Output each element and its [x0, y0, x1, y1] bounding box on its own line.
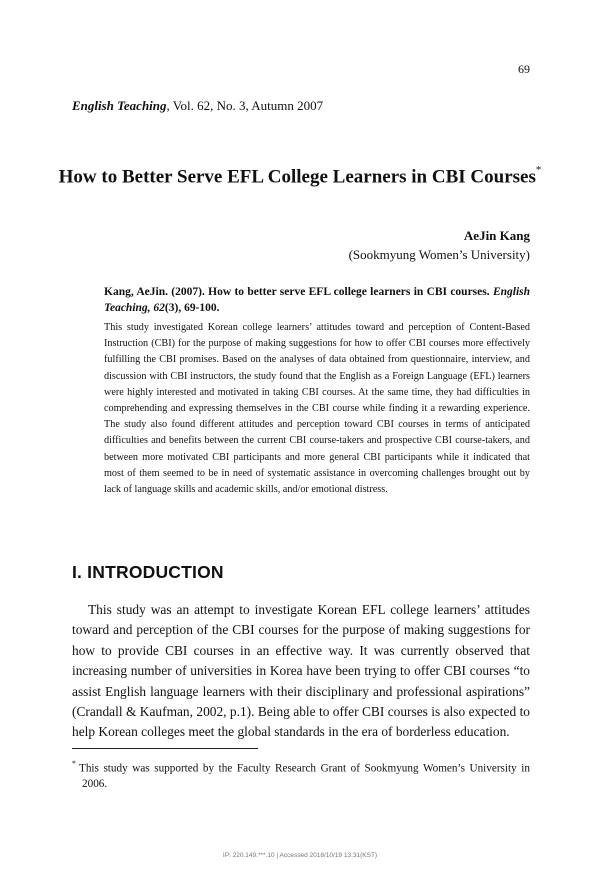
footnote [72, 757, 530, 792]
citation-journal: English Teaching, 62 [104, 286, 531, 314]
citation-text: Kang, AeJin. (2007). How to better serve EFL college learners in CBI courses. [104, 286, 490, 298]
footnote-divider [72, 748, 258, 749]
title-footnote-mark: * [535, 164, 542, 176]
article-title-text: How to Better Serve EFL College Learners in CBI Courses [58, 166, 536, 188]
body-paragraph: This study was an attempt to investigate Korean EFL college learners’ attitudes toward and perception of the CBI courses for the purpose of making suggestions for how to provide CBI courses in an effective way. It was currently observed that increasing number of universities in Korea have been trying to offer CBI courses “to assist English language learners with their disciplinary and professional aspirations” (Crandall & Kaufman, 2002, p.1). Being able to offer CBI courses is also expected to help Korean colleges meet the global standards in the era of borderless education. [72, 602, 530, 740]
article-title [0, 166, 600, 188]
journal-header [72, 98, 323, 114]
abstract: This study investigated Korean college learners’ attitudes toward and perception of Content-Based Instruction (CBI) for the purpose of making suggestions for how to offer CBI courses more effectively fulfilling the CBI promises. Based on the analyses of data obtained from questionnaire, interview, and discussion with CBI instructors, the study found that the English as a Foreign Language (EFL) learners were highly interested and motivated in taking CBI courses. At the same time, they had difficulties in comprehending and expressing themselves in the CBI course while finding it a rewarding experience. The study also found different attitudes and perception toward CBI courses in terms of anticipated difficulties and benefits between the current CBI course-takers and prospective CBI course-takers, and between more motivated CBI participants and more general CBI participants while it indicated that most of them seemed to be in need of systematic assistance in overcoming challenges brought out by lack of language skills and academic skills, and/or emotional distress. [104, 322, 530, 496]
access-watermark: IP: 220.149.***.10 | Accessed 2018/10/19 13:31(KST) [222, 852, 378, 859]
footnote-text: This study was supported by the Faculty Research Grant of Sookmyung Women’s University in 2006. [79, 762, 530, 790]
footnote-mark: * [72, 759, 76, 768]
author-name: AeJin Kang [463, 228, 530, 243]
author-affiliation: (Sookmyung Women’s University) [348, 247, 530, 262]
journal-details: , Vol. 62, No. 3, Autumn 2007 [166, 98, 324, 113]
page-number: 69 [518, 62, 530, 76]
citation-issue-pages: (3), 69-100. [164, 302, 220, 314]
citation [104, 284, 530, 316]
section-heading: I. INTRODUCTION [72, 562, 224, 582]
journal-name: English Teaching [72, 98, 167, 113]
